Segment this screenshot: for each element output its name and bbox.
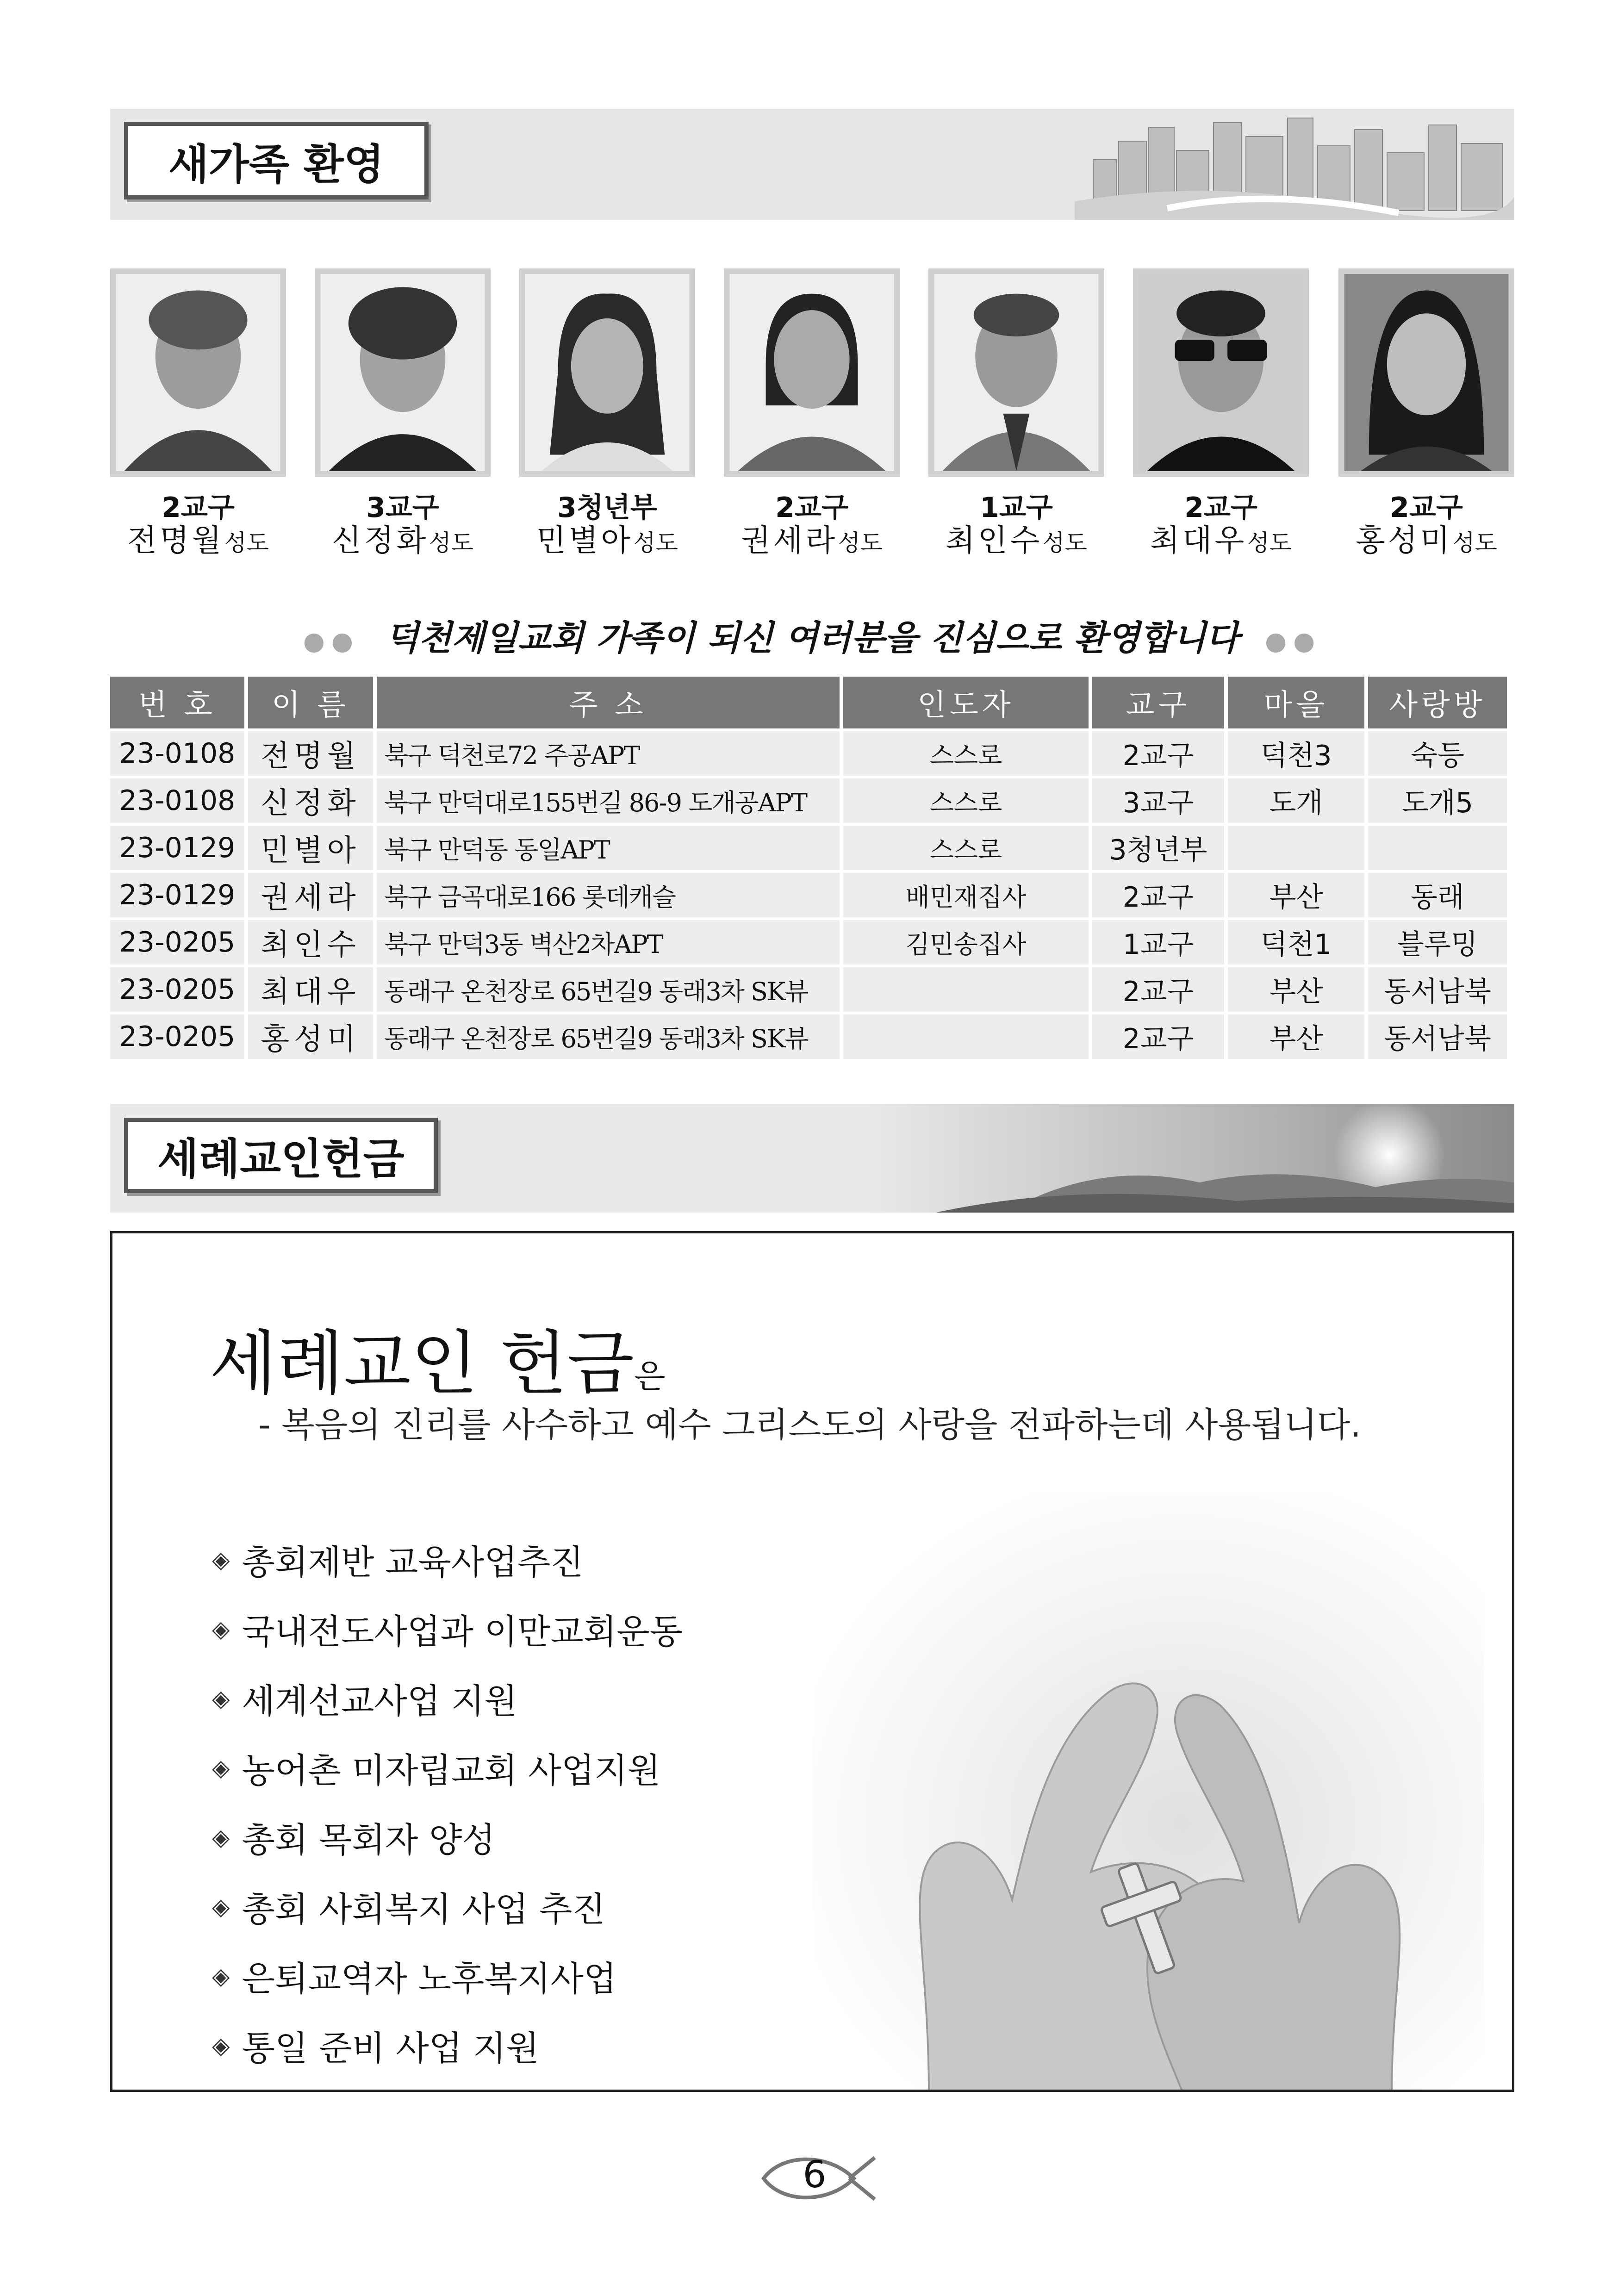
new-member-photos — [110, 268, 1514, 569]
member-card — [315, 268, 491, 561]
member-name: 홍성미성도 — [1356, 523, 1497, 558]
diamond-bullet-icon: ◈ — [212, 1685, 230, 1712]
cell-leader: 배민재집사 — [843, 873, 1089, 917]
offering-header — [110, 1104, 1514, 1213]
table-row — [110, 731, 1507, 776]
cell-name: 전명월 — [248, 731, 373, 776]
member-district: 3청년부 — [557, 492, 657, 524]
member-name: 전명월성도 — [127, 523, 269, 558]
diamond-bullet-icon: ◈ — [212, 1824, 230, 1851]
list-item: ◈ 총회제반 교육사업추진 — [212, 1543, 584, 1582]
cell-name: 권세라 — [248, 873, 373, 917]
cell-cell-group — [1368, 826, 1507, 870]
list-item: ◈ 총회 사회복지 사업 추진 — [212, 1890, 605, 1929]
offering-section-title: 세례교인헌금 — [157, 1134, 404, 1184]
header-leader: 인도자 — [843, 677, 1089, 728]
cell-address: 북구 덕천로72 주공APT — [377, 731, 840, 776]
member-name: 권세라성도 — [741, 523, 883, 558]
cell-leader: 김민송집사 — [843, 920, 1089, 964]
member-card — [1338, 268, 1514, 561]
cell-district: 1교구 — [1092, 920, 1224, 964]
new-member-registry-table — [106, 674, 1511, 1062]
cell-village: 덕천3 — [1228, 731, 1364, 776]
member-photo — [519, 268, 695, 477]
cell-district: 2교구 — [1092, 731, 1224, 776]
cell-number: 23-0205 — [110, 967, 244, 1012]
mountain-sunrise-illustration — [866, 1104, 1514, 1213]
cell-name: 홍성미 — [248, 1014, 373, 1059]
new-family-title-box — [124, 122, 429, 199]
member-district: 3교구 — [366, 492, 439, 524]
person-portrait-icon — [1344, 274, 1509, 471]
person-portrait-icon — [116, 274, 280, 471]
cell-district: 3청년부 — [1092, 826, 1224, 870]
cell-cell-group: 동서남북 — [1368, 1014, 1507, 1059]
cell-cell-group: 숙등 — [1368, 731, 1507, 776]
diamond-bullet-icon: ◈ — [212, 1616, 230, 1643]
list-item: ◈ 총회 목회자 양성 — [212, 1820, 495, 1860]
cell-district: 2교구 — [1092, 1014, 1224, 1059]
cell-number: 23-0205 — [110, 920, 244, 964]
member-district: 2교구 — [162, 492, 235, 524]
cell-address: 동래구 온천장로 65번길9 동래3차 SK뷰 — [377, 967, 840, 1012]
offering-purpose-list — [212, 1525, 683, 2080]
table-header-row — [110, 677, 1507, 728]
cell-number: 23-0108 — [110, 778, 244, 823]
header-name: 이 름 — [248, 677, 373, 728]
diamond-bullet-icon: ◈ — [212, 2032, 230, 2059]
table-row — [110, 778, 1507, 823]
diamond-bullet-icon: ◈ — [212, 1755, 230, 1781]
member-card — [519, 268, 695, 561]
table-row — [110, 873, 1507, 917]
offering-info-box — [110, 1231, 1514, 2092]
cell-name: 신정화 — [248, 778, 373, 823]
member-photo — [724, 268, 900, 477]
cell-number: 23-0205 — [110, 1014, 244, 1059]
cell-village: 부산 — [1228, 967, 1364, 1012]
table-row — [110, 1014, 1507, 1059]
member-district: 2교구 — [775, 492, 848, 524]
table-row — [110, 826, 1507, 870]
person-portrait-icon — [729, 274, 894, 471]
new-family-title: 새가족 환영 — [168, 140, 385, 189]
cell-address: 북구 만덕대로155번길 86-9 도개공APT — [377, 778, 840, 823]
cell-name: 민별아 — [248, 826, 373, 870]
cell-cell-group: 동래 — [1368, 873, 1507, 917]
offering-subtitle: - 복음의 진리를 사수하고 예수 그리스도의 사랑을 전파하는데 사용됩니다. — [258, 1405, 1361, 1445]
list-item: ◈ 국내전도사업과 이만교회운동 — [212, 1612, 683, 1652]
cell-address: 북구 만덕동 동일APT — [377, 826, 840, 870]
cell-name: 최대우 — [248, 967, 373, 1012]
cell-leader: 스스로 — [843, 731, 1089, 776]
page-number — [759, 2148, 879, 2209]
cell-village: 덕천1 — [1228, 920, 1364, 964]
diamond-bullet-icon: ◈ — [212, 1963, 230, 1990]
member-card — [1133, 268, 1309, 561]
cell-address: 동래구 온천장로 65번길9 동래3차 SK뷰 — [377, 1014, 840, 1059]
header-cell-group: 사랑방 — [1368, 677, 1507, 728]
member-name: 민별아성도 — [536, 523, 678, 558]
list-item: ◈ 은퇴교역자 노후복지사업 — [212, 1959, 617, 1999]
person-portrait-icon — [934, 274, 1099, 471]
cell-district: 2교구 — [1092, 967, 1224, 1012]
cell-district: 2교구 — [1092, 873, 1224, 917]
list-item: ◈ 농어촌 미자립교회 사업지원 — [212, 1751, 661, 1791]
member-photo — [1338, 268, 1514, 477]
cell-cell-group: 동서남북 — [1368, 967, 1507, 1012]
member-district: 1교구 — [980, 492, 1053, 524]
cell-address: 북구 금곡대로166 롯데캐슬 — [377, 873, 840, 917]
table-row — [110, 920, 1507, 964]
person-portrait-icon — [320, 274, 485, 471]
cell-leader: 스스로 — [843, 778, 1089, 823]
member-photo — [1133, 268, 1309, 477]
cell-village — [1228, 826, 1364, 870]
cell-leader — [843, 967, 1089, 1012]
header-village: 마을 — [1228, 677, 1364, 728]
member-card — [928, 268, 1104, 561]
cell-address: 북구 만덕3동 벽산2차APT — [377, 920, 840, 964]
decorative-dots-icon: ●● — [1264, 626, 1322, 656]
decorative-dots-icon: ●● — [303, 626, 360, 656]
member-photo — [315, 268, 491, 477]
new-family-header — [110, 109, 1514, 220]
member-photo — [110, 268, 286, 477]
cell-cell-group: 블루밍 — [1368, 920, 1507, 964]
offering-heading: 세례교인 헌금은 — [210, 1324, 666, 1404]
cell-village: 부산 — [1228, 873, 1364, 917]
cell-village: 부산 — [1228, 1014, 1364, 1059]
person-portrait-icon — [1139, 274, 1303, 471]
welcome-message — [110, 611, 1514, 660]
diamond-bullet-icon: ◈ — [212, 1546, 230, 1573]
cell-district: 3교구 — [1092, 778, 1224, 823]
list-item: ◈ 세계선교사업 지원 — [212, 1681, 517, 1721]
cell-leader: 스스로 — [843, 826, 1089, 870]
cell-name: 최인수 — [248, 920, 373, 964]
person-portrait-icon — [525, 274, 690, 471]
header-address: 주 소 — [377, 677, 840, 728]
member-card — [724, 268, 900, 561]
praying-hands-cross-image — [813, 1493, 1484, 2092]
offering-title-box — [124, 1118, 438, 1193]
list-item: ◈ 통일 준비 사업 지원 — [212, 2028, 539, 2068]
member-district: 2교구 — [1184, 492, 1257, 524]
member-name: 신정화성도 — [332, 523, 473, 558]
cell-number: 23-0108 — [110, 731, 244, 776]
diamond-bullet-icon: ◈ — [212, 1893, 230, 1920]
member-district: 2교구 — [1390, 492, 1463, 524]
header-number: 번 호 — [110, 677, 244, 728]
cell-number: 23-0129 — [110, 873, 244, 917]
city-illustration — [1075, 109, 1514, 220]
member-name: 최인수성도 — [946, 523, 1087, 558]
cell-village: 도개 — [1228, 778, 1364, 823]
cell-leader — [843, 1014, 1089, 1059]
page-number-text: 6 — [803, 2153, 827, 2196]
cell-cell-group: 도개5 — [1368, 778, 1507, 823]
member-name: 최대우성도 — [1150, 523, 1292, 558]
welcome-text: 덕천제일교회 가족이 되신 여러분을 진심으로 환영합니다 — [385, 618, 1239, 658]
cell-number: 23-0129 — [110, 826, 244, 870]
table-row — [110, 967, 1507, 1012]
member-card — [110, 268, 286, 561]
member-photo — [928, 268, 1104, 477]
header-district: 교구 — [1092, 677, 1224, 728]
